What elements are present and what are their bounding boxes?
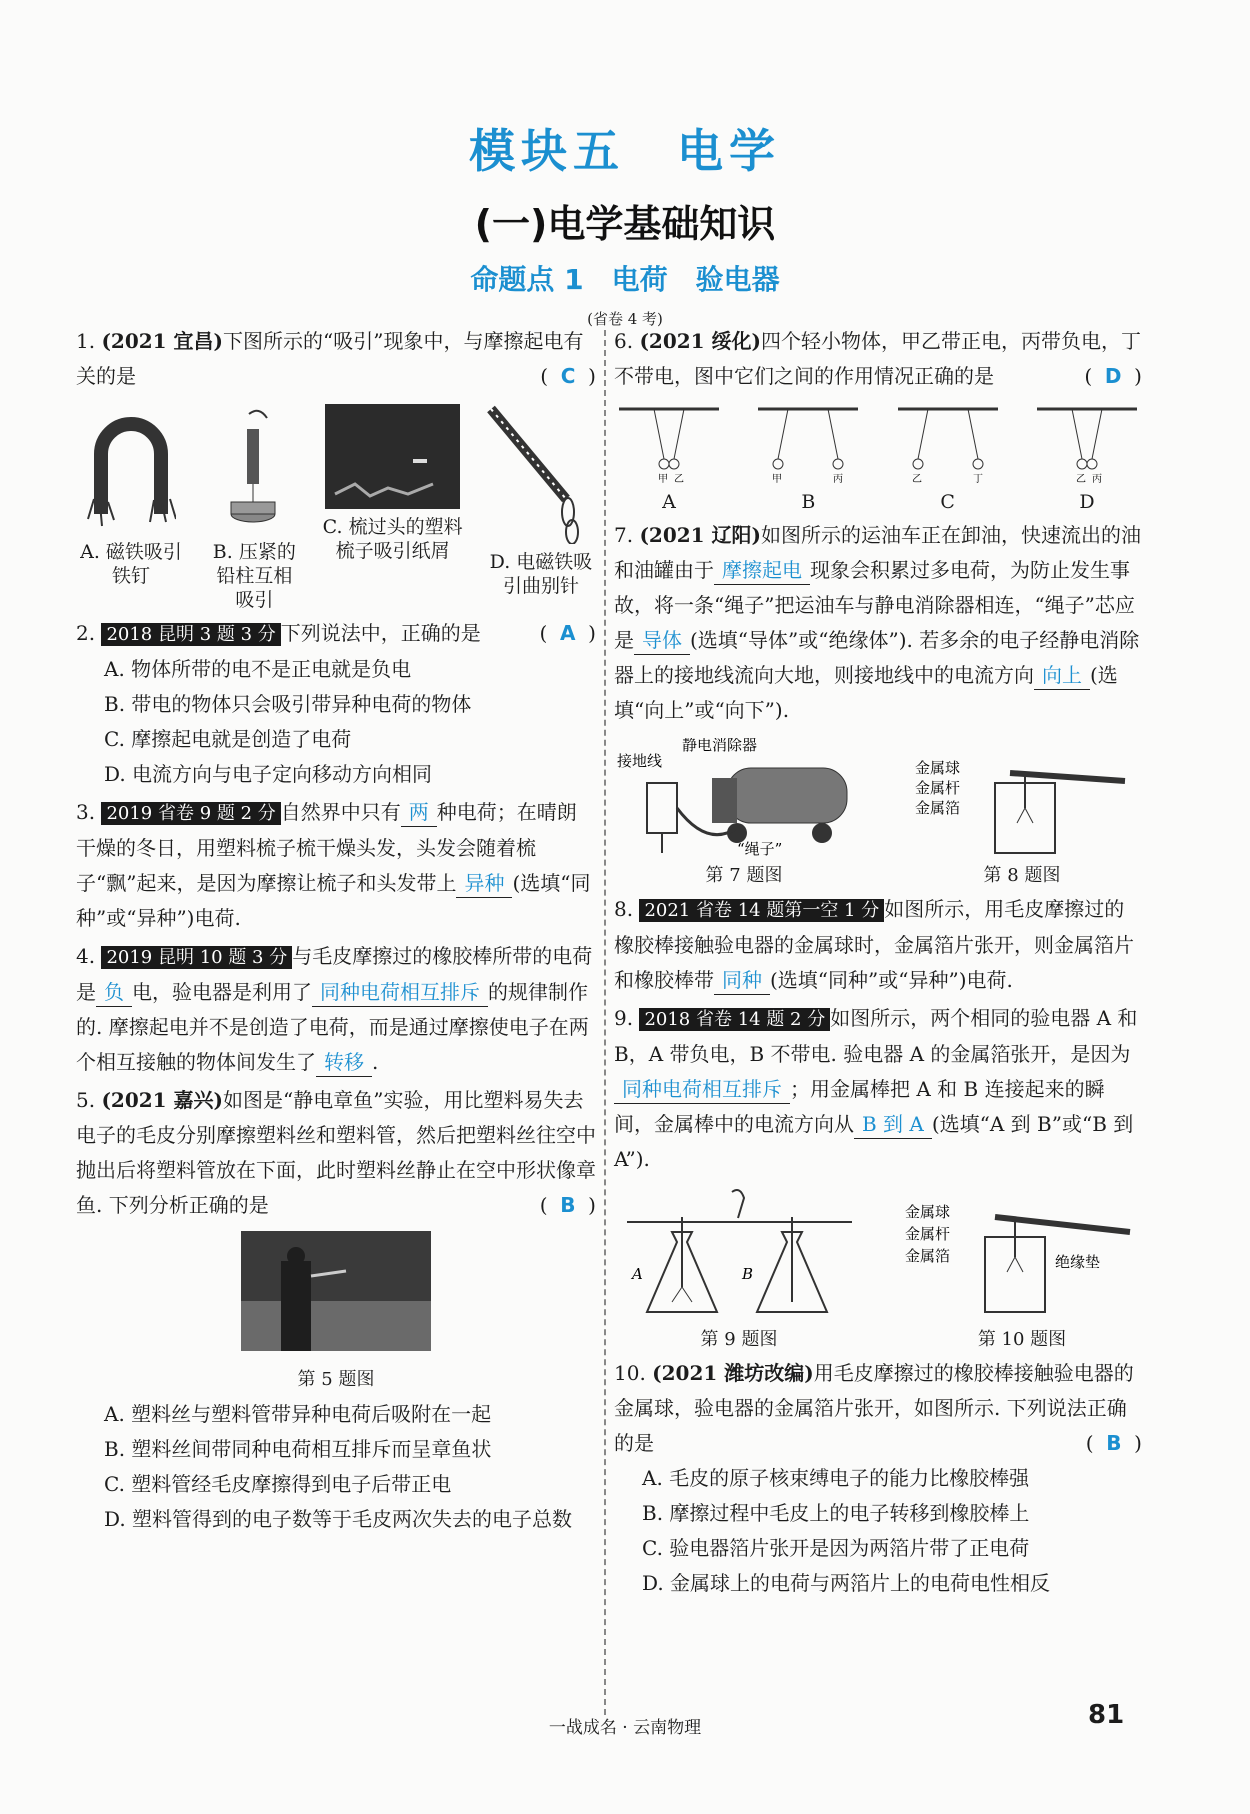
option-c: C. 摩擦起电就是创造了电荷 (104, 727, 352, 751)
q7-figure (614, 738, 874, 888)
comb-paper-photo (325, 404, 460, 509)
remover-label: 静电消除器 (681, 738, 757, 754)
topic-title: 命题点 1 电荷 验电器 (470, 263, 780, 296)
question-text: 下图所示的“吸引”现象中，与摩擦起电有关的是 (76, 329, 584, 388)
exam-tag: 2019 昆明 10 题 3 分 (101, 946, 292, 969)
answer-paren: ( D ) (1084, 364, 1142, 388)
question-10 (614, 1356, 1142, 1601)
figure-caption: 第 8 题图 (983, 865, 1061, 886)
question-9 (614, 1001, 1142, 1352)
ball-label: 丁 (972, 474, 983, 484)
answer: B (560, 1193, 576, 1217)
option-b: B. 塑料丝间带同种电荷相互排斥而呈章鱼状 (104, 1437, 492, 1461)
answer: A (559, 621, 576, 645)
ground-wire-label: 接地线 (616, 752, 662, 770)
column-divider (604, 330, 606, 1715)
question-5 (76, 1083, 596, 1537)
question-number: 10. (614, 1361, 646, 1385)
option-c: C. 验电器箔片张开是因为两箔片带了正电荷 (642, 1536, 1030, 1560)
two-electroscopes-diagram (617, 1187, 862, 1322)
question-8 (614, 892, 1142, 998)
q7-q8-figures (614, 738, 1142, 888)
question-text: 种电荷；在晴朗干燥的冬日，用塑料梳子梳干燥头发，头发会随着梳子“飘”起来，是因为摩擦让梳子和头发带上 (76, 800, 577, 895)
q9-figure (614, 1187, 864, 1352)
exam-count: (省卷 4 考) (587, 310, 663, 328)
static-octopus-photo (241, 1231, 431, 1351)
question-text: . (372, 1050, 379, 1074)
question-number: 9. (614, 1006, 634, 1030)
question-3 (76, 795, 596, 936)
answer-paren: ( B ) (1085, 1431, 1142, 1455)
answer-blank: 同种 (714, 966, 770, 995)
ball-label: 乙 (911, 474, 922, 484)
question-2 (76, 616, 596, 792)
figure-b (753, 404, 863, 514)
question-number: 4. (76, 944, 96, 968)
exam-tag: 2018 省卷 14 题 2 分 (639, 1008, 830, 1031)
answer-blank: 转移 (316, 1048, 372, 1077)
answer-blank: 负 (96, 978, 132, 1007)
figure-c (893, 404, 1003, 514)
option-label: C (940, 491, 955, 513)
metal-foil-label: 金属箔 (914, 799, 960, 817)
right-column (614, 324, 1142, 1604)
option-d: D. 电流方向与电子定向移动方向相同 (104, 762, 433, 786)
option-c: C. 塑料管经毛皮摩擦得到电子后带正电 (104, 1472, 452, 1496)
ball-label: 甲 (658, 474, 668, 484)
question-text: (选填“向上”或“向下”). (614, 663, 1118, 722)
ball-label: 乙 (1075, 474, 1086, 484)
oil-truck-diagram (617, 738, 872, 858)
option-a: A. 物体所带的电不是正电就是负电 (104, 657, 412, 681)
electroscope-a-label: A (631, 1265, 643, 1283)
option-d: D. 金属球上的电荷与两箔片上的电荷电性相反 (642, 1571, 1051, 1595)
question-text: 现象会积累过多电荷，为防止发生事故，将一条“绳子”把运油车与静电消除器相连，“绳子”芯应是 (614, 558, 1135, 652)
metal-ball-label: 金属球 (914, 759, 960, 777)
question-7 (614, 518, 1142, 888)
answer: B (1106, 1431, 1122, 1455)
option-a: A. 毛皮的原子核束缚电子的能力比橡胶棒强 (642, 1466, 1030, 1490)
question-number: 5. (76, 1088, 96, 1112)
metal-rod-label: 金属杆 (904, 1225, 950, 1243)
electroscope-diagram (905, 753, 1140, 858)
question-4 (76, 939, 596, 1080)
option-c: C. 梳过头的塑料梳子吸引纸屑 (322, 516, 463, 562)
module-title: 模块五 电学 (469, 124, 781, 178)
answer-blank: 向上 (1034, 661, 1090, 690)
question-text: 如图所示，用毛皮摩擦过的橡胶棒接触验电器的金属球时，金属箔片张开，则金属箔片和橡胶棒带 (614, 897, 1134, 992)
question-source: (2021 辽阳) (639, 523, 762, 547)
figure-a (76, 404, 186, 612)
answer-blank: 导体 (634, 626, 690, 655)
question-text: 的规律制作的. 摩擦起电并不是创造了电荷，而是通过摩擦使电子在两个相互接触的物体间发生了 (76, 980, 589, 1074)
question-source: (2021 潍坊改编) (652, 1361, 814, 1385)
option-d: D. 电磁铁吸引曲别针 (489, 551, 593, 597)
option-a: A. 磁铁吸引铁钉 (80, 541, 182, 587)
figure-a (614, 404, 724, 514)
option-b: B. 压紧的铅柱互相吸引 (212, 541, 296, 611)
electroscope-b-label: B (741, 1265, 753, 1283)
question-number: 3. (76, 800, 96, 824)
electromagnet-icon (486, 404, 596, 544)
answer-paren: ( B ) (539, 1193, 596, 1217)
magnet-icon (86, 404, 176, 534)
exam-tag: 2018 昆明 3 题 3 分 (101, 623, 280, 646)
question-source: (2021 绥化) (639, 329, 762, 353)
question-text: 如图是“静电章鱼”实验，用比塑料易失去电子的毛皮分别摩擦塑料丝和塑料管，然后把塑料丝往空中抛出后将塑料管放在下面，此时塑料丝静止在空中形状像章鱼. 下列分析正确的是 (76, 1088, 596, 1217)
figure-caption: 第 9 题图 (700, 1329, 778, 1350)
exam-tag: 2019 省卷 9 题 2 分 (101, 802, 280, 825)
rope-label: “绳子” (736, 840, 782, 858)
figure-caption: 第 10 题图 (977, 1329, 1067, 1350)
question-source: (2021 宜昌) (101, 329, 224, 353)
lead-cylinder-icon (219, 404, 289, 534)
page-number: 81 (1088, 1700, 1125, 1730)
q6-figures (614, 404, 1142, 514)
option-b: B. 摩擦过程中毛皮上的电子转移到橡胶棒上 (642, 1501, 1030, 1525)
answer-blank: 两 (401, 798, 437, 827)
answer-blank: 异种 (456, 869, 512, 898)
exam-tag: 2021 省卷 14 题第一空 1 分 (639, 899, 884, 922)
question-1 (76, 324, 596, 612)
figure-caption: 第 7 题图 (705, 865, 783, 886)
question-text: 自然界中只有 (280, 800, 401, 824)
question-text: 如图所示，两个相同的验电器 A 和 B，A 带负电，B 不带电. 验电器 A 的金属箔张开，是因为 (614, 1006, 1138, 1066)
question-text: (选填“同种”或“异种”)电荷. (76, 871, 591, 930)
question-number: 2. (76, 621, 96, 645)
answer-blank: 同种电荷相互排斥 (312, 978, 488, 1007)
answer: C (560, 364, 576, 388)
option-label: A (662, 491, 676, 513)
ball-label: 丙 (1091, 474, 1102, 484)
figure-d (1032, 404, 1142, 514)
pendulum-pair (753, 404, 863, 484)
answer-blank: B 到 A (854, 1110, 932, 1139)
q9-q10-figures (614, 1187, 1142, 1352)
option-b: B. 带电的物体只会吸引带异种电荷的物体 (104, 692, 472, 716)
insulating-pad-label: 绝缘垫 (1054, 1253, 1100, 1271)
figure-caption: 第 5 题图 (297, 1369, 375, 1390)
ball-label: 乙 (674, 474, 684, 484)
answer-paren: ( A ) (539, 621, 596, 645)
question-text: 电，验电器是利用了 (132, 980, 312, 1004)
pendulum-pair (1032, 404, 1142, 484)
figure-c (323, 404, 463, 612)
question-text: 用毛皮摩擦过的橡胶棒接触验电器的金属球，验电器的金属箔片张开，如图所示. 下列说法正确的是 (614, 1361, 1134, 1455)
option-label: D (1079, 491, 1095, 513)
question-text: (选填“A 到 B”或“B 到 A”). (614, 1112, 1134, 1171)
option-d: D. 塑料管得到的电子数等于毛皮两次失去的电子总数 (104, 1507, 573, 1531)
question-text: 与毛皮摩擦过的橡胶棒所带的电荷是 (76, 944, 593, 1004)
question-text: 如图所示的运油车正在卸油，快速流出的油和油罐由于 (614, 523, 1142, 582)
question-text: 下列说法中，正确的是 (280, 621, 481, 645)
question-number: 1. (76, 329, 96, 353)
footer-title: 一战成名 · 云南物理 (548, 1718, 702, 1738)
answer-blank: 同种电荷相互排斥 (614, 1075, 790, 1104)
q8-figure (902, 753, 1142, 888)
metal-ball-label: 金属球 (904, 1203, 950, 1221)
metal-rod-label: 金属杆 (914, 779, 960, 797)
ball-label: 丙 (833, 474, 844, 484)
question-number: 7. (614, 523, 634, 547)
left-column (76, 324, 596, 1540)
answer-paren: ( C ) (540, 364, 596, 388)
title-block (0, 115, 1250, 329)
pendulum-pair (893, 404, 1003, 484)
question-source: (2021 嘉兴) (101, 1088, 224, 1112)
section-title: (一)电学基础知识 (474, 202, 776, 246)
question-number: 8. (614, 897, 634, 921)
ball-label: 甲 (772, 474, 783, 484)
question-6 (614, 324, 1142, 514)
q5-figure (76, 1231, 596, 1397)
figure-b (209, 404, 299, 612)
metal-foil-label: 金属箔 (904, 1247, 950, 1265)
figure-d (486, 404, 596, 612)
question-text: 四个轻小物体，甲乙带正电，丙带负电，丁不带电，图中它们之间的作用情况正确的是 (614, 329, 1142, 388)
question-number: 6. (614, 329, 634, 353)
option-label: B (801, 491, 816, 513)
q10-figure (902, 1197, 1142, 1352)
electroscope-pad-diagram (905, 1197, 1140, 1322)
pendulum-pair (614, 404, 724, 484)
question-text: (选填“导体”或“绝缘体”). 若多余的电子经静电消除器上的接地线流向大地，则接地线中的电流方向 (614, 628, 1140, 687)
answer-blank: 摩擦起电 (714, 556, 810, 585)
option-a: A. 塑料丝与塑料管带异种电荷后吸附在一起 (104, 1402, 492, 1426)
answer: D (1104, 364, 1122, 388)
q1-figures (76, 404, 596, 612)
question-text: ；用金属棒把 A 和 B 连接起来的瞬间，金属棒中的电流方向从 (614, 1077, 1105, 1136)
question-text: (选填“同种”或“异种”)电荷. (770, 968, 1013, 992)
